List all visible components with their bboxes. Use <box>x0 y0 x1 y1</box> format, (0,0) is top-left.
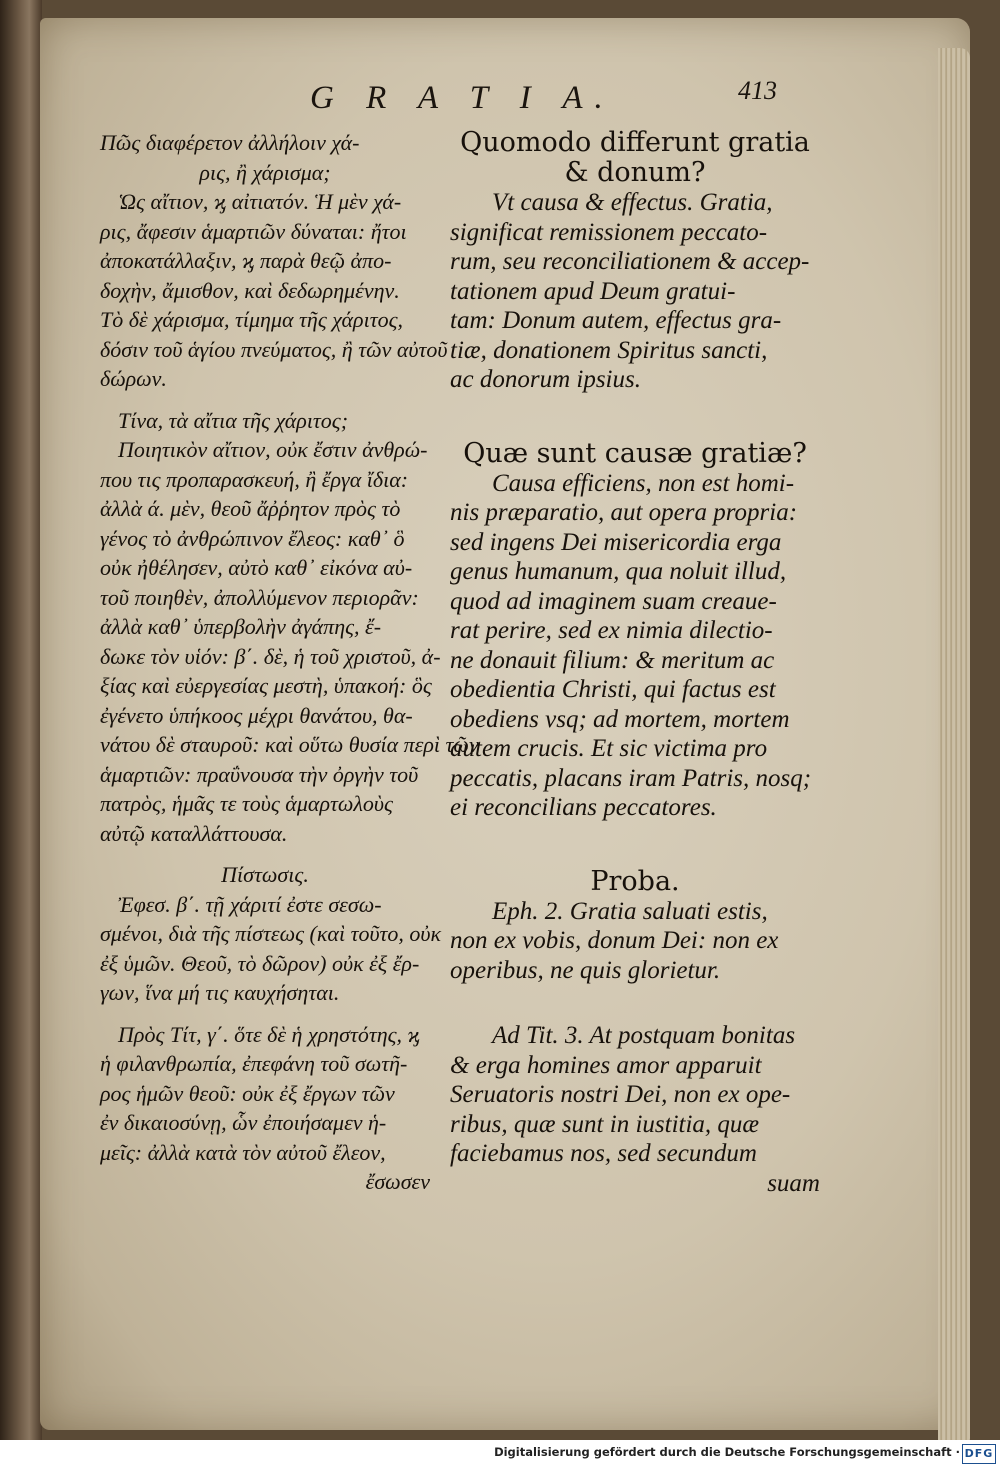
latin-text-line: & erga homines amor apparuit <box>450 1051 762 1079</box>
greek-text-line: ἔσωσεν <box>365 1169 430 1194</box>
greek-text-line: γων, ἵνα μή τις καυχήσηται. <box>100 980 340 1005</box>
greek-text-line <box>100 1008 430 1020</box>
greek-text-line: δώρων. <box>100 366 167 391</box>
latin-text-line: tam: Donum autem, effectus gra- <box>450 307 782 334</box>
greek-text-line: ἁμαρτιῶν: πραΰνουσα τὴν ὀργὴν τοῦ <box>100 761 419 787</box>
latin-text-line: obedientia Christi, qui factus est <box>450 676 776 703</box>
latin-text-line: quod ad imaginem suam creaue- <box>450 587 777 615</box>
latin-text-line: sed ingens Dei misericordia erga <box>450 528 782 556</box>
dfg-logo: DFG <box>962 1444 996 1464</box>
latin-text-line: ac donorum ipsius. <box>450 366 641 393</box>
greek-text-line: Ὡς αἴτιον, ϗ αἰτιατόν. Ἡ μὲν χά- <box>118 189 402 214</box>
latin-text-line: obediens vsq; ad mortem, mortem <box>450 705 790 733</box>
latin-text-line: operibus, ne quis glorietur. <box>450 956 721 984</box>
latin-text-line <box>450 395 820 439</box>
greek-text-line: Πῶς διαφέρετον ἀλλήλοιν χά- <box>100 130 360 155</box>
page-number: 413 <box>738 76 777 105</box>
previous-page-edge <box>0 0 42 1440</box>
latin-text-line: ei reconcilians peccatores. <box>450 794 717 821</box>
latin-text-line: significat remissionem peccato- <box>450 218 768 246</box>
latin-text-line: genus humanum, qua noluit illud, <box>450 558 787 585</box>
greek-text-line: ἐγένετο ὑπήκοος μέχρι θανάτου, θα- <box>100 702 413 728</box>
latin-text-line <box>450 985 820 1021</box>
greek-text-line: δωκε τὸν υἱόν: β΄. δὲ, ἡ τοῦ χριστοῦ, ἀ- <box>100 643 441 669</box>
latin-text-line: autem crucis. Et sic victima pro <box>450 735 768 762</box>
page-header <box>0 76 960 126</box>
greek-text-line: ἐν δικαιοσύνῃ, ὧν ἐποιήσαμεν ἡ- <box>100 1110 387 1135</box>
greek-text-line: Πρὸς Τίτ, γ΄. ὅτε δὲ ἡ χρηστότης, ϗ <box>118 1021 420 1047</box>
latin-text-line: peccatis, placans iram Patris, nosq; <box>450 764 812 792</box>
greek-text-line <box>100 394 430 406</box>
latin-text-line: tiæ, donationem Spiritus sancti, <box>450 336 768 364</box>
latin-text-line: faciebamus nos, sed secundum <box>450 1140 757 1167</box>
latin-text-line: tationem apud Deum gratui- <box>450 277 736 305</box>
greek-text-line: ἀλλὰ καθ᾽ ὑπερβολὴν ἀγάπης, ἔ- <box>100 614 382 639</box>
latin-text-line: ne donauit filium: & meritum ac <box>450 646 775 674</box>
greek-text-line: αὐτῷ καταλλάττουσα. <box>100 820 288 846</box>
greek-text-line: Τίνα, τὰ αἴτια τῆς χάριτος; <box>118 407 349 433</box>
page-stack-edges <box>938 48 970 1440</box>
greek-column <box>100 128 479 1197</box>
greek-text-line: νάτου δὲ σταυροῦ: καὶ οὕτω θυσία περὶ τῶν <box>100 732 479 757</box>
latin-text-line: suam <box>767 1169 820 1197</box>
latin-text-line: Eph. 2. Gratia saluati estis, <box>492 897 768 925</box>
latin-text-line: & donum? <box>564 157 706 188</box>
greek-text-line: ἡ φιλανθρωπία, ἐπεφάνη τοῦ σωτῆ- <box>100 1051 408 1076</box>
latin-text-line: Causa efficiens, non est homi- <box>492 469 795 497</box>
latin-text-line: Seruatoris nostri Dei, non ex ope- <box>450 1081 791 1108</box>
greek-text-line: δόσιν τοῦ ἁγίου πνεύματος, ἢ τῶν αὐτοῦ <box>100 336 448 362</box>
latin-column <box>450 128 820 1198</box>
greek-text-line: ἀλλὰ ά. μὲν, θεοῦ ἄῤῥητον πρὸς τὸ <box>100 496 401 521</box>
latin-text-line: ribus, quæ sunt in iustitia, quæ <box>450 1110 760 1138</box>
greek-text-line: τοῦ ποιηθὲν, ἀπολλύμενον περιορᾶν: <box>100 584 419 610</box>
latin-text-line <box>450 823 820 867</box>
latin-text-line: rum, seu reconciliationem & accep- <box>450 248 810 275</box>
greek-text-line <box>100 848 430 860</box>
latin-text-line: Ad Tit. 3. At postquam bonitas <box>492 1022 796 1049</box>
greek-text-line: Ἐφεσ. β΄. τῇ χάριτί ἐστε σεσω- <box>118 891 382 917</box>
greek-text-line: γένος τὸ ἀνθρώπινον ἔλεος: καθ᾽ ὃ <box>100 525 405 551</box>
greek-text-line: ξίας καὶ εὐεργεσίας μεστὴ, ὑπακοή: ὃς <box>100 673 432 698</box>
latin-text-line: rat perire, sed ex nimia dilectio- <box>450 617 773 644</box>
latin-text-line: non ex vobis, donum Dei: non ex <box>450 927 779 954</box>
greek-text-line: μεῖς: ἀλλὰ κατὰ τὸν αὐτοῦ ἔλεον, <box>100 1139 386 1165</box>
latin-text-line: Quæ sunt causæ gratiæ? <box>463 437 807 469</box>
greek-text-line: σμένοι, διὰ τῆς πίστεως (καὶ τοῦτο, οὐκ <box>100 921 442 946</box>
greek-text-line: Τὸ δὲ χάρισμα, τίμημα τῆς χάριτος, <box>100 307 403 332</box>
latin-text-line: Quomodo differunt gratia <box>460 127 810 158</box>
running-title: G R A T I A. <box>310 80 615 116</box>
greek-text-line: οὐκ ἠθέλησεν, αὐτὸ καθ᾽ εἰκόνα αὐ- <box>100 555 413 580</box>
greek-text-line: Ποιητικὸν αἴτιον, οὐκ ἔστιν ἀνθρώ- <box>118 437 428 462</box>
greek-text-line: δοχὴν, ἄμισθον, καὶ δεδωρημένην. <box>100 277 400 303</box>
greek-text-line: ρος ἡμῶν θεοῦ: οὐκ ἐξ ἔργων τῶν <box>100 1080 395 1106</box>
greek-text-line: ρις, ἢ χάρισμα; <box>199 159 331 185</box>
latin-text-line: nis præparatio, aut opera propria: <box>450 499 798 526</box>
greek-text-line: πατρὸς, ἡμᾶς τε τοὺς ἁμαρτωλοὺς <box>100 791 393 816</box>
greek-text-line: ἀποκατάλλαξιν, ϗ παρὰ θεῷ ἀπο- <box>100 248 392 273</box>
funding-credit: Digitalisierung gefördert durch die Deutsche Forschungsgemeinschaft · <box>494 1445 960 1459</box>
greek-text-line: ρις, ἄφεσιν ἁμαρτιῶν δύναται: ἤτοι <box>100 218 407 244</box>
latin-text-line: Vt causa & effectus. Gratia, <box>492 189 773 216</box>
footer-bar <box>0 1440 1000 1468</box>
greek-text-line: που τις προπαρασκευή, ἢ ἔργα ἴδια: <box>100 466 409 492</box>
greek-text-line: Πίστωσις. <box>221 862 309 887</box>
greek-text-line: ἐξ ὑμῶν. Θεοῦ, τὸ δῶρον) οὐκ ἐξ ἔρ- <box>100 950 420 976</box>
latin-text-line: Proba. <box>590 865 680 897</box>
